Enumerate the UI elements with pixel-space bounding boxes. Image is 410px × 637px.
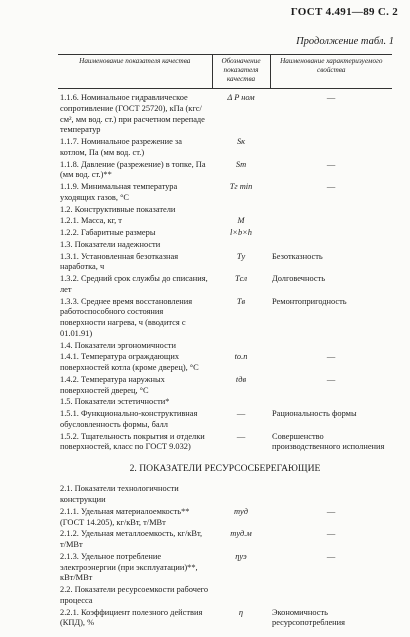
table-row bbox=[58, 240, 392, 252]
indicator-symbol: Δ P ном bbox=[227, 93, 255, 102]
table-row bbox=[58, 297, 392, 341]
indicator-name: 1.3.1. Установленная безотказная наработка, ч bbox=[60, 251, 179, 272]
table-row bbox=[58, 585, 392, 608]
indicator-name: 2.1.1. Удельная материалоемкость** (ГОСТ 14.205), кг/кВт, т/МВт bbox=[60, 506, 190, 527]
table-row bbox=[58, 182, 392, 205]
characterized-property: Долговечность bbox=[272, 274, 326, 283]
table-row bbox=[58, 529, 392, 552]
table-row bbox=[58, 397, 392, 409]
characterized-property: — bbox=[326, 529, 336, 539]
table-row bbox=[58, 552, 392, 585]
characterized-property: — bbox=[326, 374, 336, 384]
indicator-symbol: Sт bbox=[235, 159, 247, 169]
table-row bbox=[58, 352, 392, 375]
characterized-property: Безотказность bbox=[272, 251, 323, 261]
indicator-symbol bbox=[212, 397, 270, 409]
column-header-symbol: Обозначение показателя качества bbox=[212, 55, 270, 89]
characterized-property bbox=[270, 137, 392, 160]
indicator-symbol bbox=[212, 240, 270, 252]
table-row bbox=[58, 89, 392, 138]
indicator-name: 1.1.7. Номинальное разрежение за котлом, Па (мм вод. ст.) bbox=[60, 137, 182, 157]
indicator-symbol: — bbox=[236, 409, 246, 418]
table-header-row bbox=[58, 55, 392, 89]
indicator-name: 2.1.3. Удельное потребление электроэнергии (при эксплуатации)**, кВт/МВт bbox=[60, 551, 198, 583]
characterized-property bbox=[270, 397, 392, 409]
indicator-name: 2.2. Показатели ресурсоемкости рабочего процесса bbox=[60, 585, 209, 605]
characterized-property bbox=[270, 216, 392, 228]
table-row bbox=[58, 608, 392, 631]
table-row bbox=[58, 484, 392, 507]
characterized-property: — bbox=[326, 551, 336, 561]
indicator-symbol: Sк bbox=[236, 137, 246, 146]
indicator-name: 1.4.1. Температура ограждающих поверхностей котла (кроме дверец), °С bbox=[60, 352, 199, 372]
indicator-name: 1.3.2. Средний срок службы до списания, лет bbox=[60, 274, 208, 294]
table-row bbox=[58, 507, 392, 530]
table-row bbox=[58, 228, 392, 240]
characterized-property: — bbox=[326, 159, 336, 169]
indicator-name: 1.5. Показатели эстетичности* bbox=[60, 397, 170, 407]
indicator-name: 1.4. Показатели эргономичности bbox=[60, 340, 176, 350]
table-row bbox=[58, 341, 392, 353]
characterized-property: Рациональность формы bbox=[272, 409, 357, 418]
characterized-property: — bbox=[326, 506, 336, 516]
characterized-property bbox=[270, 484, 392, 507]
indicator-symbol: tдв bbox=[235, 374, 247, 384]
indicator-symbol bbox=[212, 205, 270, 217]
indicator-symbol bbox=[212, 585, 270, 608]
characterized-property: — bbox=[326, 182, 336, 191]
table-row bbox=[58, 252, 392, 275]
table-row bbox=[58, 216, 392, 228]
indicator-name: 1.1.9. Минимальная температура уходящих газов, °С bbox=[60, 182, 178, 202]
indicator-symbol: Tсл bbox=[234, 274, 248, 283]
indicator-name: 1.4.2. Температура наружных поверхностей дверец, °С bbox=[60, 374, 165, 395]
indicator-name: 1.2.2. Габаритные размеры bbox=[60, 228, 156, 237]
table-row bbox=[58, 137, 392, 160]
indicator-symbol: M bbox=[237, 216, 245, 226]
indicator-symbol bbox=[212, 341, 270, 353]
indicator-name: 1.3.3. Среднее время восстановления работоспособного состояния поверхности нагрева, ч (вводится с 01.01.91) bbox=[60, 296, 193, 338]
indicator-name: 1.1.6. Номинальное гидравлическое сопротивление (ГОСТ 25720), кПа (кгс/см², мм вод. ст.) при расчетном перепаде температур bbox=[60, 93, 205, 135]
column-header-property: Наименование характеризуемого свойства bbox=[270, 55, 392, 89]
characterized-property: — bbox=[326, 93, 336, 102]
column-header-name: Наименование показателя качества bbox=[58, 55, 212, 89]
table-row bbox=[58, 375, 392, 398]
indicator-symbol: mуд bbox=[234, 506, 248, 516]
characterized-property: — bbox=[326, 352, 336, 362]
characterized-property: Экономичность ресурсопотребления bbox=[272, 607, 345, 628]
indicator-name: 1.5.2. Тщательность покрытия и отделки поверхностей, класс по ГОСТ 9.032) bbox=[60, 431, 205, 452]
characterized-property bbox=[270, 341, 392, 353]
table-row bbox=[58, 274, 392, 297]
indicator-name: 1.5.1. Функционально-конструктивная обусловленность формы, балл bbox=[60, 409, 198, 429]
indicator-symbol bbox=[212, 484, 270, 507]
characterized-property: Ремонтопригодность bbox=[272, 296, 347, 306]
table-row bbox=[58, 160, 392, 183]
indicator-symbol: l×b×h bbox=[229, 228, 252, 237]
table-row bbox=[58, 409, 392, 432]
table-row bbox=[58, 205, 392, 217]
indicator-symbol: mуд.м bbox=[230, 529, 252, 539]
characterized-property: Совершенство производственного исполнения bbox=[272, 431, 385, 452]
section-heading: 2. ПОКАЗАТЕЛИ РЕСУРСОСБЕРЕГАЮЩИЕ bbox=[129, 463, 321, 474]
indicator-symbol: — bbox=[236, 431, 246, 441]
quality-indicators-table bbox=[58, 54, 392, 630]
section-heading-row bbox=[58, 454, 392, 484]
indicator-symbol: Tу bbox=[236, 251, 246, 261]
indicator-name: 2.2.1. Коэффициент полезного действия (КПД), % bbox=[60, 607, 203, 628]
indicator-symbol: Tв bbox=[236, 296, 246, 306]
indicator-name: 2.1.2. Удельная металлоемкость, кг/кВт, т/МВт bbox=[60, 529, 203, 550]
characterized-property bbox=[270, 585, 392, 608]
indicator-symbol: η bbox=[238, 607, 244, 617]
indicator-symbol: ηуэ bbox=[235, 551, 247, 561]
characterized-property bbox=[270, 205, 392, 217]
indicator-name: 2.1. Показатели технологичности конструкции bbox=[60, 484, 179, 505]
indicator-name: 1.2.1. Масса, кг, т bbox=[60, 216, 122, 226]
indicator-name: 1.2. Конструктивные показатели bbox=[60, 204, 176, 214]
table-row bbox=[58, 432, 392, 455]
characterized-property bbox=[270, 240, 392, 252]
indicator-symbol: Tг min bbox=[229, 182, 253, 191]
indicator-symbol: tо.п bbox=[234, 352, 248, 362]
indicator-name: 1.3. Показатели надежности bbox=[60, 239, 161, 249]
characterized-property bbox=[270, 228, 392, 240]
table-continuation-note: Продолжение табл. 1 bbox=[296, 36, 394, 47]
page-header: ГОСТ 4.491—89 С. 2 bbox=[290, 6, 398, 18]
indicator-name: 1.1.8. Давление (разрежение) в топке, Па (мм вод. ст.)** bbox=[60, 159, 206, 180]
table-body bbox=[58, 89, 392, 631]
